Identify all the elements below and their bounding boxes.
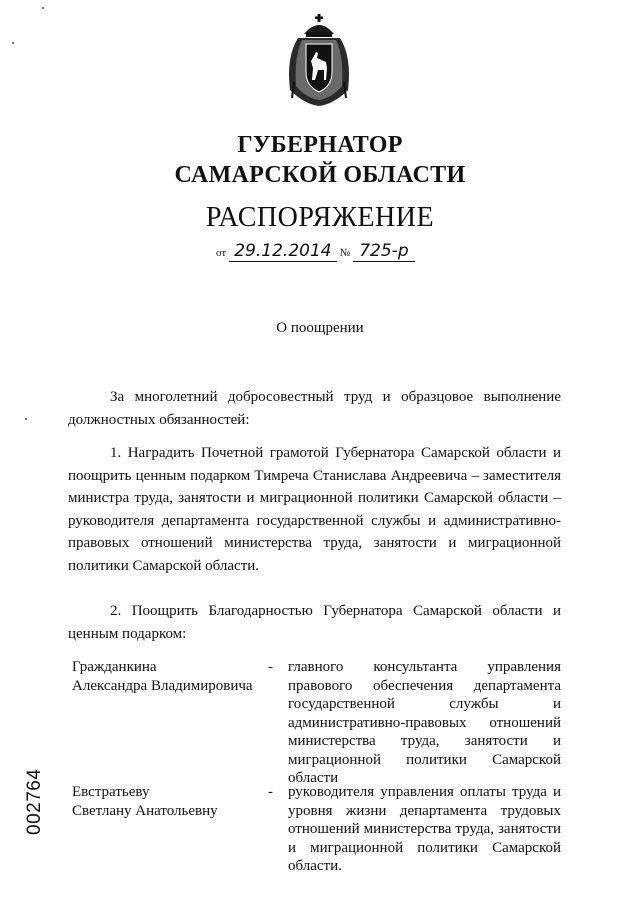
- person-surname: Евстратьеву: [72, 784, 150, 800]
- coat-of-arms-icon: [282, 12, 356, 108]
- person-dash: -: [268, 659, 273, 675]
- date-value: 29.12.2014: [229, 241, 337, 262]
- document-serial-number: 002764: [24, 768, 45, 835]
- registration-line: [216, 241, 415, 263]
- person-position: руководителя управления оплаты труда и уровня жизни департамента трудовых отношений министерства труда, занятости и миграционной политики Самарской области.: [288, 784, 561, 874]
- scan-speck: [42, 7, 44, 9]
- person-dash: -: [268, 784, 273, 800]
- region-title: САМАРСКОЙ ОБЛАСТИ: [174, 162, 466, 188]
- person-position: главного консультанта управления правового обеспечения департамента государственной службы и административно-правовых отношений министерства труда, занятости и миграционной политики Самарской области: [288, 659, 561, 786]
- date-prefix: от: [216, 247, 227, 259]
- number-value: 725-р: [353, 241, 415, 262]
- governor-title: ГУБЕРНАТОР: [237, 132, 403, 158]
- item-1-paragraph: 1. Наградить Почетной грамотой Губернатора Самарской области и поощрить ценным подарком Тимреча Станислава Андреевича – заместителя министра труда, занятости и миграционной политики Самарской области – руководителя департамента государственной службы и административно-правовых отношений министерства труда, занятости и миграционной политики Самарской области.: [68, 445, 561, 574]
- item-2-paragraph: 2. Поощрить Благодарностью Губернатора Самарской области и ценным подарком:: [68, 603, 561, 642]
- person-name: [72, 658, 262, 695]
- number-prefix: №: [339, 247, 351, 259]
- person-surname: Гражданкина: [72, 659, 157, 675]
- document-type: РАСПОРЯЖЕНИЕ: [205, 202, 435, 233]
- person-given-names: Александра Владимировича: [72, 677, 253, 694]
- scan-speck: [12, 42, 14, 44]
- subject-line: О поощрении: [276, 320, 364, 336]
- person-given-names: Светлану Анатольевну: [72, 802, 218, 819]
- intro-paragraph: За многолетний добросовестный труд и образцовое выполнение должностных обязанностей:: [68, 389, 561, 428]
- scan-speck: [25, 418, 27, 420]
- person-name: [72, 783, 262, 820]
